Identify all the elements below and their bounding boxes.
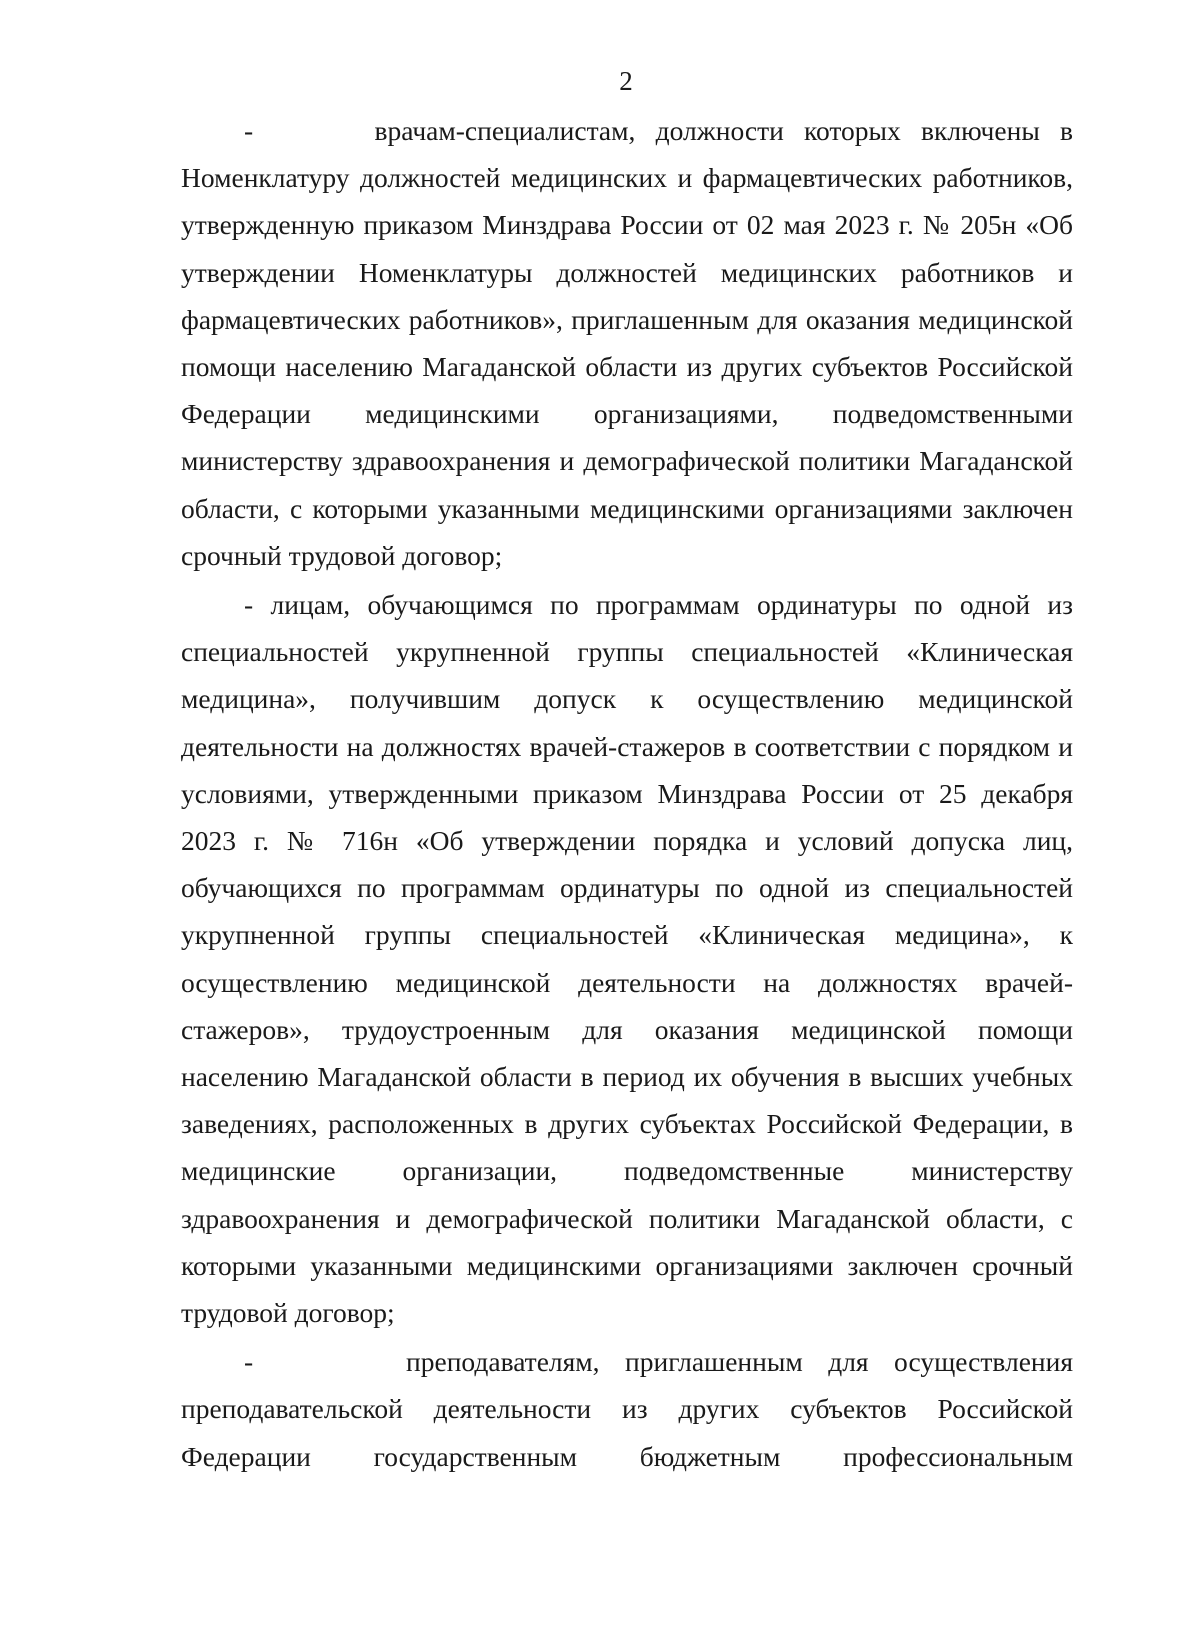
paragraph-physicians: - врачам-специалистам, должности которых включены в Номенклатуру должностей медицинских и фармацевтических работников, утвержденную приказом Минздрава России от 02 мая 2023 г. № 205н «Об утверждении Номенклатуры должностей медицинских работников и фармацевтических работников», приглашенным для оказания медицинской помощи населению Магаданской области из других субъектов Российской Федерации медицинскими организациями, подведомственными министерству здравоохранения и демографической политики Магаданской области, с которыми указанными медицинскими организациями заключен срочный трудовой договор; [181,115,1073,571]
document-body [181,107,1073,1480]
paragraph-residents: - лицам, обучающимся по программам ординатуры по одной из специальностей укрупненной группы специальностей «Клиническая медицина», получившим допуск к осуществлению медицинской деятельности на должностях врачей-стажеров в соответствии с порядком и условиями, утвержденными приказом Минздрава России от 25 декабря 2023 г. № 716н «Об утверждении порядка и условий допуска лиц, обучающихся по программам ординатуры по одной из специальностей укрупненной группы специальностей «Клиническая медицина», к осуществлению медицинской деятельности на должностях врачей-стажеров», трудоустроенным для оказания медицинской помощи населению Магаданской области в период их обучения в высших учебных заведениях, расположенных в других субъектах Российской Федерации, в медицинские организации, подведомственные министерству здравоохранения и демографической политики Магаданской области, с которыми указанными медицинскими организациями заключен срочный трудовой договор; [181,589,1073,1329]
paragraph-teachers: - преподавателям, приглашенным для осуществления преподавательской деятельности из других субъектов Российской Федерации государственным бюджетным профессиональным [181,1346,1073,1472]
page-number: 2 [619,66,633,96]
